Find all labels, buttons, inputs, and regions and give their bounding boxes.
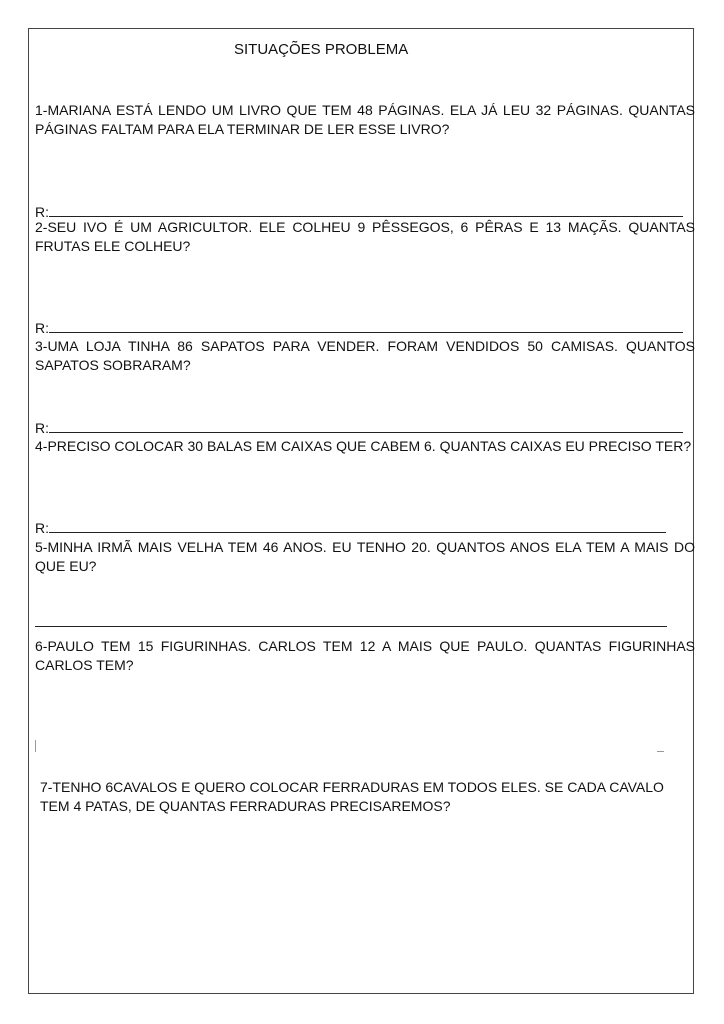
page-title: SITUAÇÕES PROBLEMA [234, 41, 409, 58]
answer-line-3[interactable] [35, 419, 683, 436]
answer-prefix: R: [35, 520, 49, 536]
answer-prefix: R: [35, 320, 49, 336]
answer-blank [49, 319, 683, 333]
question-3: 3-UMA LOJA TINHA 86 SAPATOS PARA VENDER. FORAM VENDIDOS 50 CAMISAS. QUANTOS SAPATOS SOBRARAM? [35, 338, 695, 373]
answer-prefix: R: [35, 204, 49, 220]
answer-line-2[interactable] [35, 319, 683, 336]
question-2: 2-SEU IVO É UM AGRICULTOR. ELE COLHEU 9 PÊSSEGOS, 6 PÊRAS E 13 MAÇÃS. QUANTAS FRUTAS ELE COLHEU? [35, 219, 695, 254]
question-1: 1-MARIANA ESTÁ LENDO UM LIVRO QUE TEM 48 PÁGINAS. ELA JÁ LEU 32 PÁGINAS. QUANTAS PÁGINAS FALTAM PARA ELA TERMINAR DE LER ESSE LIVRO? [35, 102, 695, 137]
question-5: 5-MINHA IRMÃ MAIS VELHA TEM 46 ANOS. EU TENHO 20. QUANTOS ANOS ELA TEM A MAIS DO QUE EU? [35, 539, 695, 574]
answer-prefix: R: [35, 420, 49, 436]
answer-line-4[interactable] [35, 519, 666, 536]
answer-blank-5[interactable] [35, 626, 667, 627]
question-7: 7-TENHO 6CAVALOS E QUERO COLOCAR FERRADURAS EM TODOS ELES. SE CADA CAVALO TEM 4 PATAS, DE QUANTAS FERRADURAS PRECISAREMOS? [40, 779, 664, 814]
answer-blank [49, 519, 666, 533]
question-4: 4-PRECISO COLOCAR 30 BALAS EM CAIXAS QUE CABEM 6. QUANTAS CAIXAS EU PRECISO TER? [35, 438, 692, 454]
stray-mark [657, 751, 664, 752]
answer-blank [49, 419, 683, 433]
question-6: 6-PAULO TEM 15 FIGURINHAS. CARLOS TEM 12 A MAIS QUE PAULO. QUANTAS FIGURINHAS CARLOS TEM? [35, 638, 695, 673]
stray-mark [35, 740, 36, 752]
answer-blank [49, 203, 683, 217]
page-border [28, 28, 694, 994]
